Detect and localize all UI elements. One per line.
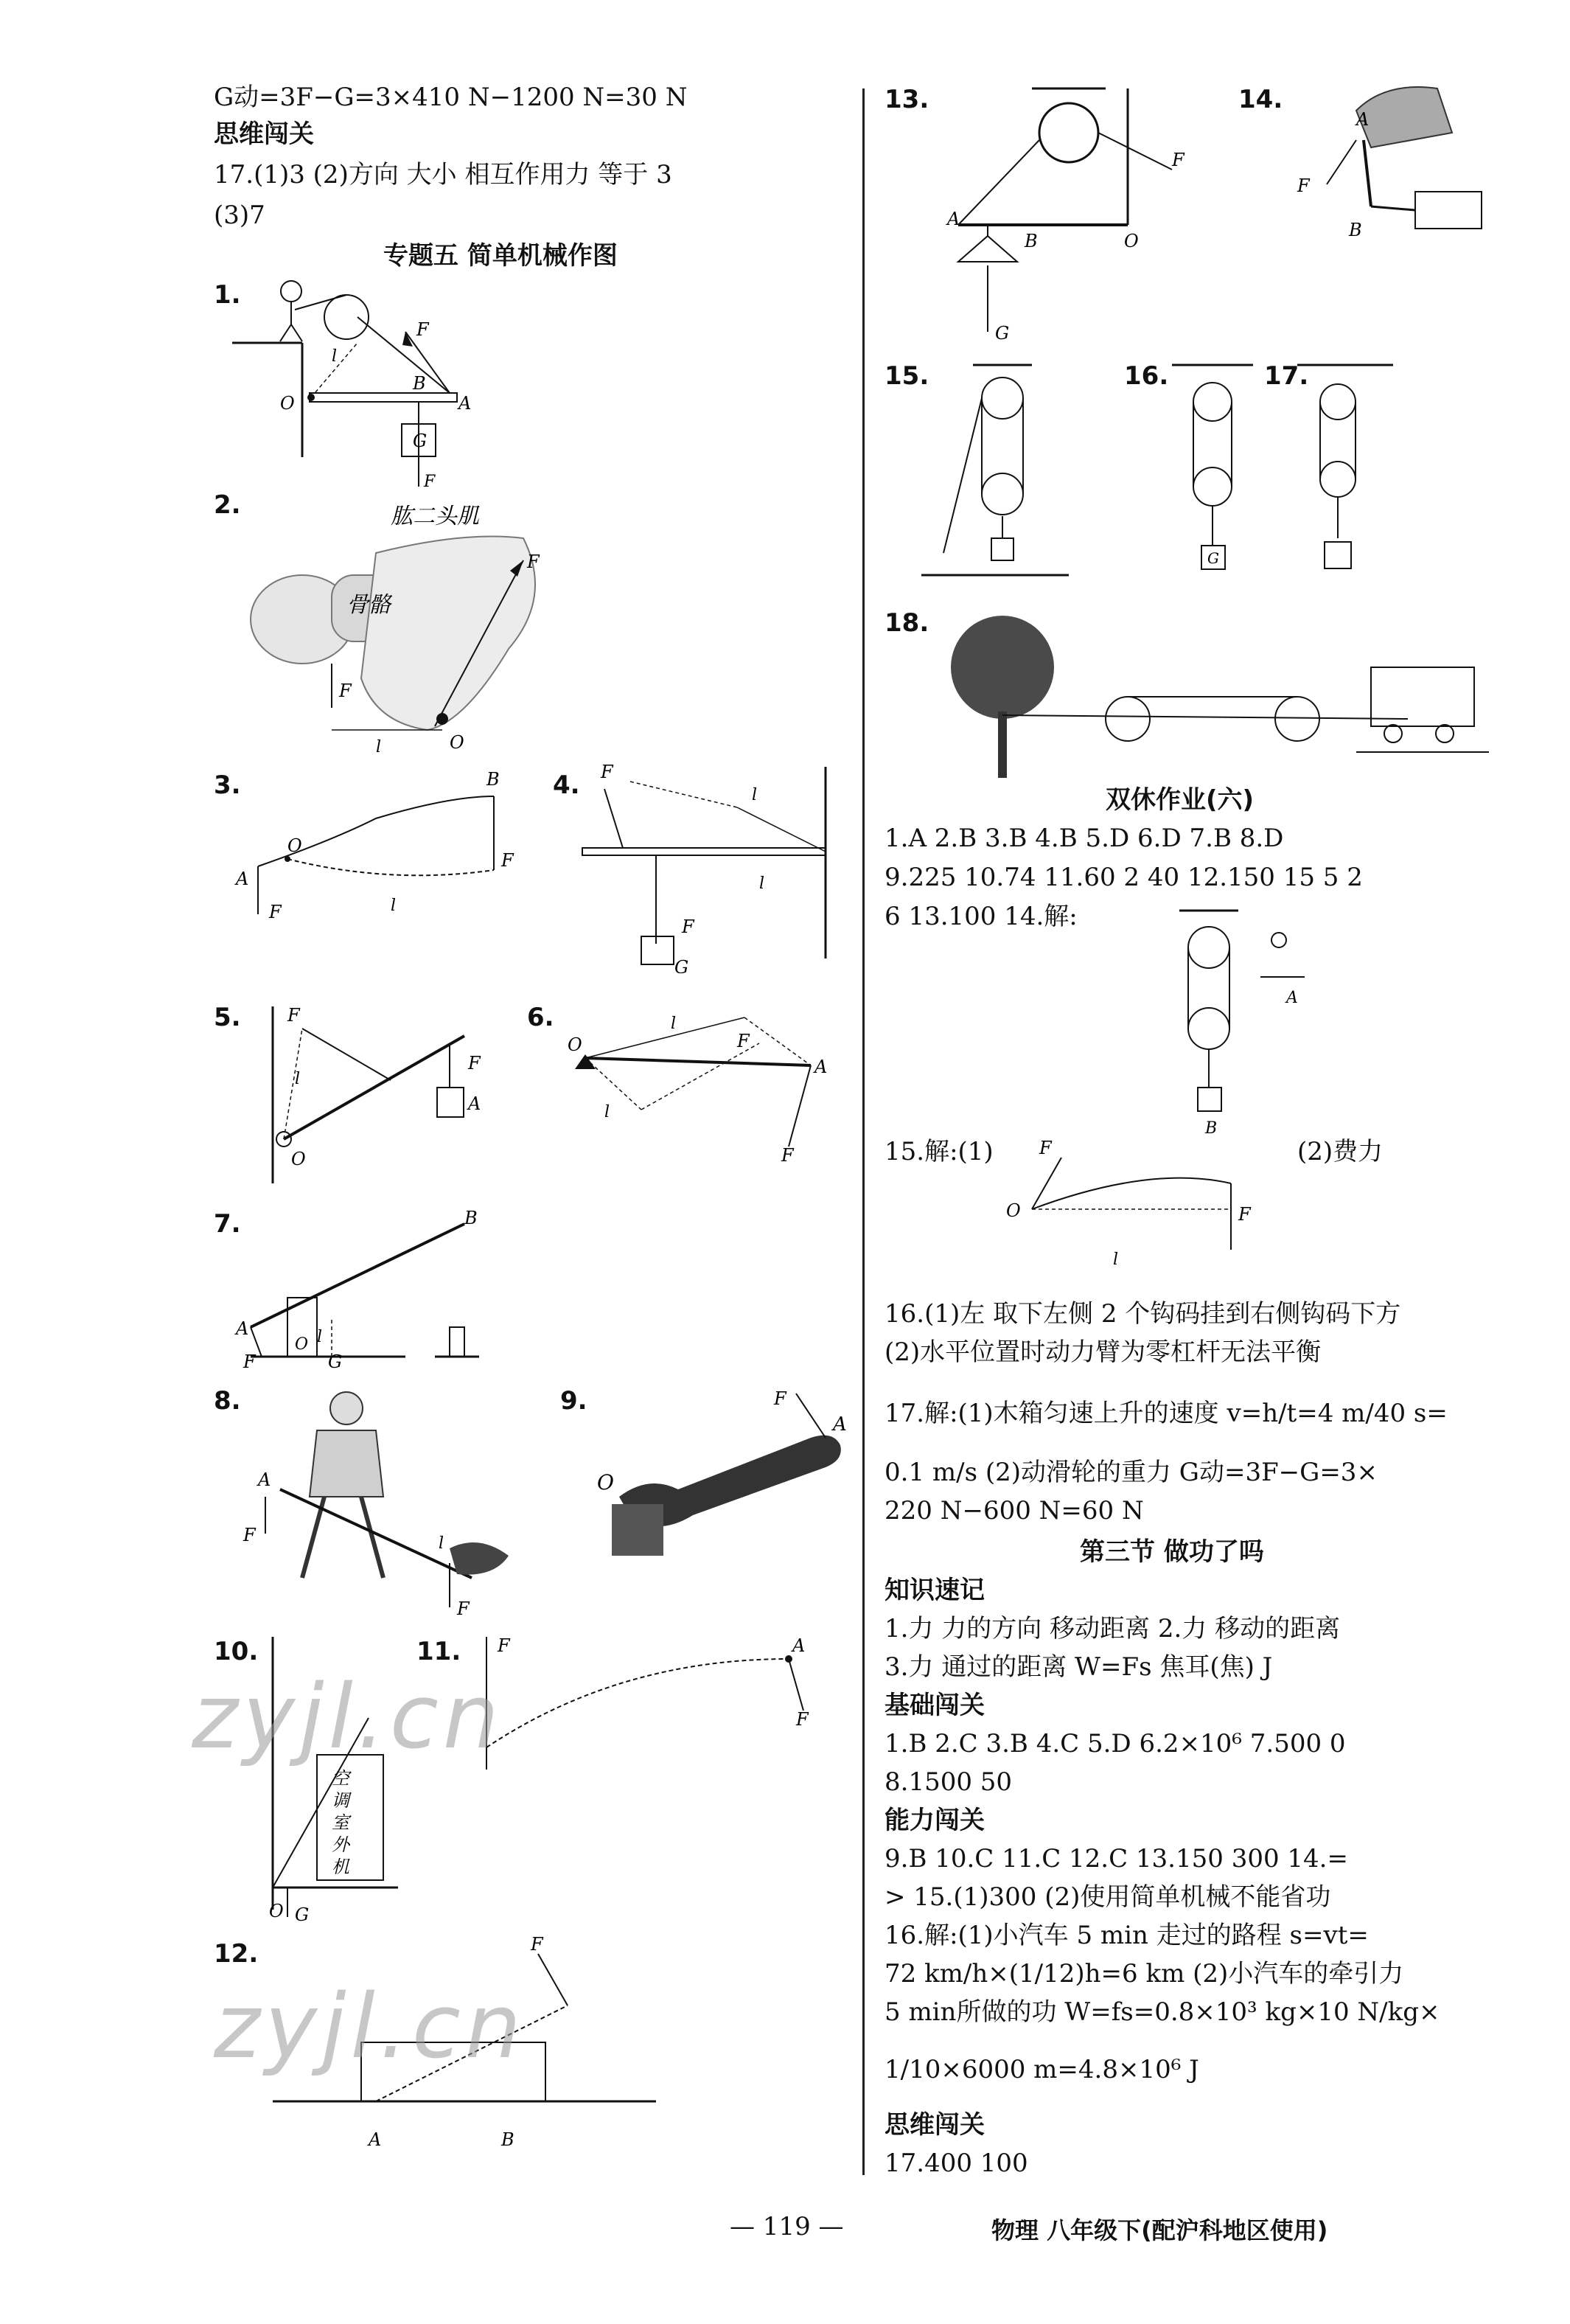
svg-text:F: F bbox=[287, 1005, 300, 1026]
svg-text:A: A bbox=[1356, 109, 1370, 130]
svg-text:O: O bbox=[291, 1149, 306, 1169]
q15-answer-line: 15.解:(1) bbox=[885, 1137, 994, 1166]
ability-line4: 72 km/h×(1/12)h=6 km (2)小汽车的牵引力 bbox=[885, 1959, 1404, 1989]
svg-text:F: F bbox=[1238, 1204, 1251, 1225]
figure-13-pulley-lamp bbox=[943, 81, 1216, 347]
svg-text:G: G bbox=[295, 1904, 310, 1924]
figure-answer-14-pulley bbox=[1135, 903, 1312, 1139]
svg-text:F: F bbox=[527, 552, 540, 572]
svg-text:O: O bbox=[568, 1034, 582, 1055]
page-number: — 119 — bbox=[730, 2212, 844, 2241]
think-section-title: 思维闯关 bbox=[214, 119, 314, 149]
svg-text:室: 室 bbox=[332, 1812, 349, 1833]
svg-text:调: 调 bbox=[332, 1790, 349, 1811]
svg-text:F: F bbox=[796, 1709, 809, 1730]
fig-number: 12. bbox=[214, 1939, 259, 1969]
svg-text:F: F bbox=[1172, 150, 1185, 170]
watermark: zyjl.cn bbox=[214, 1976, 526, 2078]
q17-answer-line1: 17.(1)3 (2)方向 大小 相互作用力 等于 3 bbox=[214, 160, 672, 189]
think-line1: 17.400 100 bbox=[885, 2149, 1028, 2178]
figure-1-lever-diagram bbox=[228, 273, 538, 494]
svg-text:l: l bbox=[759, 874, 765, 893]
svg-text:O: O bbox=[280, 393, 295, 414]
svg-text:B: B bbox=[1349, 220, 1362, 240]
knowledge-line2: 3.力 通过的距离 W=Fs 焦耳(焦) J bbox=[885, 1652, 1273, 1682]
figure-9-wrench bbox=[590, 1386, 855, 1563]
svg-text:F: F bbox=[424, 473, 436, 491]
svg-text:O: O bbox=[1006, 1200, 1021, 1221]
ability-line1: 9.B 10.C 11.C 12.C 13.150 300 14.= bbox=[885, 1844, 1348, 1874]
ability-title: 能力闯关 bbox=[885, 1806, 985, 1835]
svg-text:B: B bbox=[464, 1209, 478, 1228]
weekend-answers-line1: 1.A 2.B 3.B 4.B 5.D 6.D 7.B 8.D bbox=[885, 824, 1284, 853]
svg-text:外: 外 bbox=[332, 1834, 349, 1855]
figure-15-pulley-system bbox=[921, 354, 1091, 590]
figure-16-pulley-system bbox=[1157, 354, 1268, 590]
svg-text:l: l bbox=[376, 738, 382, 756]
svg-text:O: O bbox=[287, 835, 302, 856]
q16-answer-line1: 16.(1)左 取下左侧 2 个钩码挂到右侧钩码下方 bbox=[885, 1299, 1401, 1329]
svg-text:G: G bbox=[413, 431, 428, 451]
ability-line3: 16.解:(1)小汽车 5 min 走过的路程 s=vt= bbox=[885, 1921, 1369, 1950]
svg-text:l: l bbox=[317, 1328, 323, 1346]
svg-text:F: F bbox=[531, 1934, 543, 1955]
svg-text:F: F bbox=[682, 916, 694, 937]
svg-text:A: A bbox=[258, 1469, 271, 1490]
svg-text:l: l bbox=[391, 897, 397, 915]
svg-text:A: A bbox=[458, 393, 472, 414]
think-title-right: 思维闯关 bbox=[885, 2110, 985, 2140]
q17-answer-line2: 0.1 m/s (2)动滑轮的重力 G动=3F−G=3× bbox=[885, 1458, 1378, 1487]
svg-text:F: F bbox=[416, 319, 429, 340]
svg-text:G: G bbox=[995, 323, 1010, 344]
fig-number: 7. bbox=[214, 1209, 241, 1239]
svg-text:F: F bbox=[457, 1598, 470, 1619]
ability-line6: 1/10×6000 m=4.8×10⁶ J bbox=[885, 2055, 1199, 2084]
svg-text:l: l bbox=[671, 1015, 677, 1033]
figure-14-foot-pedal bbox=[1268, 81, 1511, 251]
svg-text:F: F bbox=[781, 1145, 794, 1166]
svg-text:G: G bbox=[674, 957, 689, 973]
q16-answer-line2: (2)水平位置时动力臂为零杠杆无法平衡 bbox=[885, 1337, 1322, 1367]
column-divider bbox=[862, 88, 865, 2175]
svg-text:F: F bbox=[498, 1635, 510, 1656]
svg-text:O: O bbox=[295, 1335, 309, 1354]
muscle-label: 肱二头肌 bbox=[391, 504, 479, 529]
svg-text:B: B bbox=[486, 769, 500, 790]
weekend-answers-line2: 9.225 10.74 11.60 2 40 12.150 15 5 2 bbox=[885, 863, 1363, 892]
svg-text:l: l bbox=[604, 1103, 610, 1121]
fig-number: 15. bbox=[885, 361, 929, 391]
svg-text:F: F bbox=[468, 1053, 481, 1074]
svg-text:空: 空 bbox=[332, 1768, 349, 1789]
svg-text:O: O bbox=[450, 732, 464, 753]
q17-answer-line1: 17.解:(1)木箱匀速上升的速度 v=h/t=4 m/40 s= bbox=[885, 1399, 1448, 1428]
svg-text:O: O bbox=[1124, 231, 1139, 251]
fig-number: 14. bbox=[1238, 85, 1283, 114]
svg-text:F: F bbox=[501, 850, 514, 871]
figure-11-curved-lever bbox=[457, 1629, 840, 1777]
svg-text:A: A bbox=[814, 1057, 828, 1077]
svg-text:F: F bbox=[737, 1031, 750, 1051]
fig-number: 17. bbox=[1264, 361, 1309, 391]
svg-text:l: l bbox=[439, 1534, 444, 1553]
fig-number: 16. bbox=[1124, 361, 1169, 391]
svg-text:A: A bbox=[833, 1413, 847, 1436]
figure-answer-15-fishing-rod bbox=[1002, 1132, 1268, 1279]
svg-text:A: A bbox=[236, 1318, 249, 1339]
figure-7-plank-lever bbox=[228, 1209, 538, 1379]
svg-text:F: F bbox=[269, 902, 282, 922]
fig-number: 3. bbox=[214, 770, 241, 800]
q17-answer-line3: 220 N−600 N=60 N bbox=[885, 1496, 1144, 1525]
fig-number: 1. bbox=[214, 280, 241, 310]
svg-text:O: O bbox=[597, 1470, 614, 1495]
svg-text:A: A bbox=[1286, 989, 1298, 1007]
fig-number: 5. bbox=[214, 1003, 241, 1032]
figure-17-pulley-system bbox=[1283, 354, 1408, 590]
svg-text:F: F bbox=[774, 1388, 786, 1409]
svg-text:F: F bbox=[243, 1351, 256, 1372]
svg-text:G: G bbox=[328, 1351, 343, 1372]
svg-text:G: G bbox=[1207, 549, 1219, 567]
svg-text:A: A bbox=[792, 1635, 806, 1656]
svg-text:O: O bbox=[269, 1901, 284, 1921]
svg-text:F: F bbox=[243, 1525, 256, 1545]
svg-text:A: A bbox=[236, 869, 249, 889]
subject-footer: 物理 八年级下(配沪科地区使用) bbox=[991, 2216, 1328, 2244]
figure-8-worker-crowbar bbox=[236, 1386, 545, 1622]
svg-text:l: l bbox=[332, 347, 338, 366]
fig-number: 13. bbox=[885, 85, 929, 114]
svg-text:l: l bbox=[1113, 1250, 1119, 1269]
fig-number: 4. bbox=[553, 770, 580, 800]
ability-line2: > 15.(1)300 (2)使用简单机械不能省功 bbox=[885, 1882, 1331, 1912]
watermark: zyjl.cn bbox=[192, 1666, 503, 1769]
svg-text:A: A bbox=[369, 2129, 382, 2150]
figure-4-wall-lever bbox=[560, 759, 855, 973]
figure-18-tree-truck bbox=[929, 608, 1489, 785]
svg-text:l: l bbox=[752, 786, 758, 804]
svg-text:B: B bbox=[1025, 231, 1038, 251]
svg-text:l: l bbox=[295, 1070, 301, 1088]
formula-line: G动=3F−G=3×410 N−1200 N=30 N bbox=[214, 83, 688, 112]
bone-label: 骨骼 bbox=[346, 592, 391, 618]
figure-2-arm-diagram bbox=[243, 487, 568, 759]
svg-text:F: F bbox=[1297, 175, 1310, 196]
basic-line1: 1.B 2.C 3.B 4.C 5.D 6.2×10⁶ 7.500 0 bbox=[885, 1729, 1346, 1758]
weekend-answers-line3: 6 13.100 14.解: bbox=[885, 902, 1078, 931]
topic-title: 专题五 简单机械作图 bbox=[383, 241, 618, 271]
q15-answer-part2: (2)费力 bbox=[1297, 1137, 1384, 1166]
fig-number: 8. bbox=[214, 1386, 241, 1416]
svg-text:机: 机 bbox=[332, 1857, 349, 1877]
fig-number: 2. bbox=[214, 490, 241, 520]
svg-text:F: F bbox=[601, 762, 613, 782]
basic-line2: 8.1500 50 bbox=[885, 1767, 1013, 1797]
ability-line5: 5 min所做的功 W=fs=0.8×10³ kg×10 N/kg× bbox=[885, 1997, 1440, 2027]
fig-number: 9. bbox=[560, 1386, 587, 1416]
section-title: 第三节 做功了吗 bbox=[1080, 1537, 1264, 1567]
fig-number: 10. bbox=[214, 1637, 259, 1666]
svg-text:A: A bbox=[947, 209, 960, 229]
fig-number: 11. bbox=[416, 1637, 461, 1666]
fig-number: 18. bbox=[885, 608, 929, 638]
svg-text:B: B bbox=[501, 2129, 514, 2150]
q17-answer-line2: (3)7 bbox=[214, 201, 265, 230]
figure-6-lever bbox=[560, 999, 855, 1176]
svg-text:B: B bbox=[413, 373, 426, 394]
svg-text:A: A bbox=[468, 1093, 481, 1114]
basic-title: 基础闯关 bbox=[885, 1691, 985, 1720]
knowledge-line1: 1.力 力的方向 移动距离 2.力 移动的距离 bbox=[885, 1614, 1341, 1643]
figure-3-curved-lever bbox=[228, 767, 538, 944]
svg-text:F: F bbox=[1039, 1138, 1052, 1158]
weekend-homework-title: 双休作业(六) bbox=[1106, 785, 1255, 815]
fig-number: 6. bbox=[527, 1003, 554, 1032]
svg-text:B: B bbox=[1205, 1119, 1218, 1138]
svg-text:F: F bbox=[339, 681, 352, 701]
knowledge-title: 知识速记 bbox=[885, 1576, 985, 1605]
figure-5-lever bbox=[228, 999, 523, 1191]
